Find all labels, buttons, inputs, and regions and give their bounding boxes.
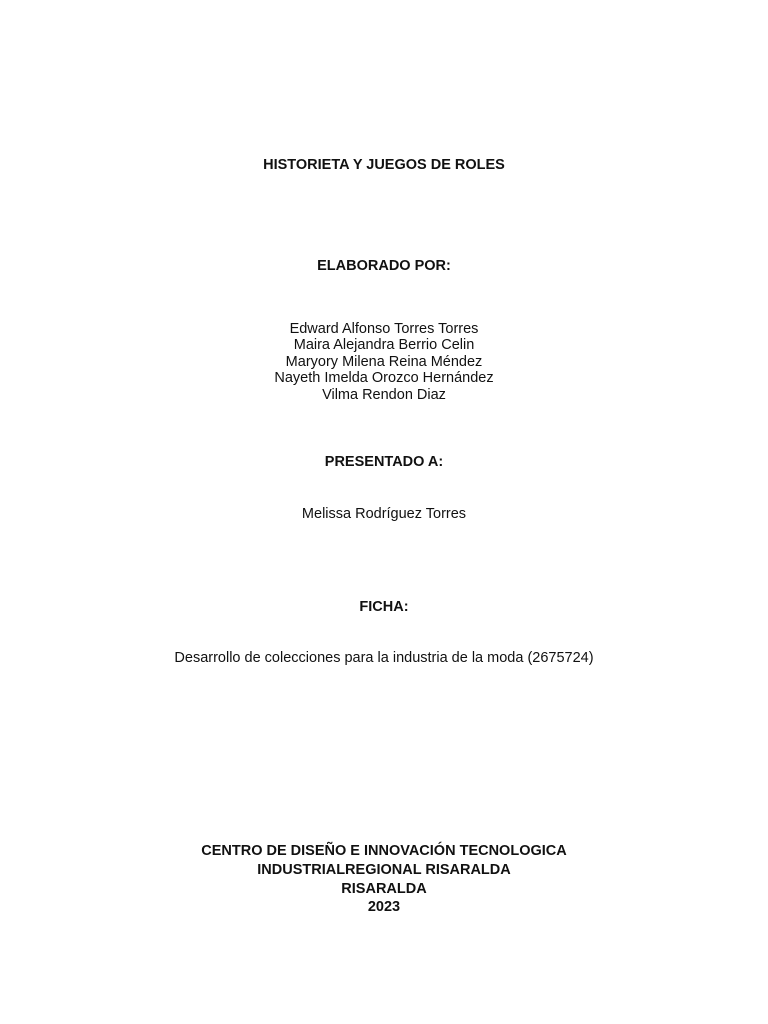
- author-name: Edward Alfonso Torres Torres: [289, 321, 479, 337]
- institution-line: CENTRO DE DISEÑO E INNOVACIÓN TECNOLOGICA: [201, 843, 567, 859]
- institution-line: RISARALDA: [341, 881, 427, 897]
- authors-heading: ELABORADO POR:: [317, 258, 451, 274]
- author-name: Nayeth Imelda Orozco Hernández: [274, 370, 494, 386]
- year-line: 2023: [367, 899, 401, 915]
- presented-to-name: Melissa Rodríguez Torres: [301, 506, 467, 522]
- ficha-value: Desarrollo de colecciones para la industria de la moda (2675724): [174, 650, 594, 666]
- institution-line: INDUSTRIALREGIONAL RISARALDA: [257, 862, 511, 878]
- ficha-heading: FICHA:: [359, 599, 409, 615]
- author-name: Vilma Rendon Diaz: [322, 387, 446, 403]
- document-title: HISTORIETA Y JUEGOS DE ROLES: [263, 157, 505, 173]
- author-name: Maira Alejandra Berrio Celin: [293, 337, 475, 353]
- presented-heading: PRESENTADO A:: [324, 454, 444, 470]
- author-name: Maryory Milena Reina Méndez: [285, 354, 483, 370]
